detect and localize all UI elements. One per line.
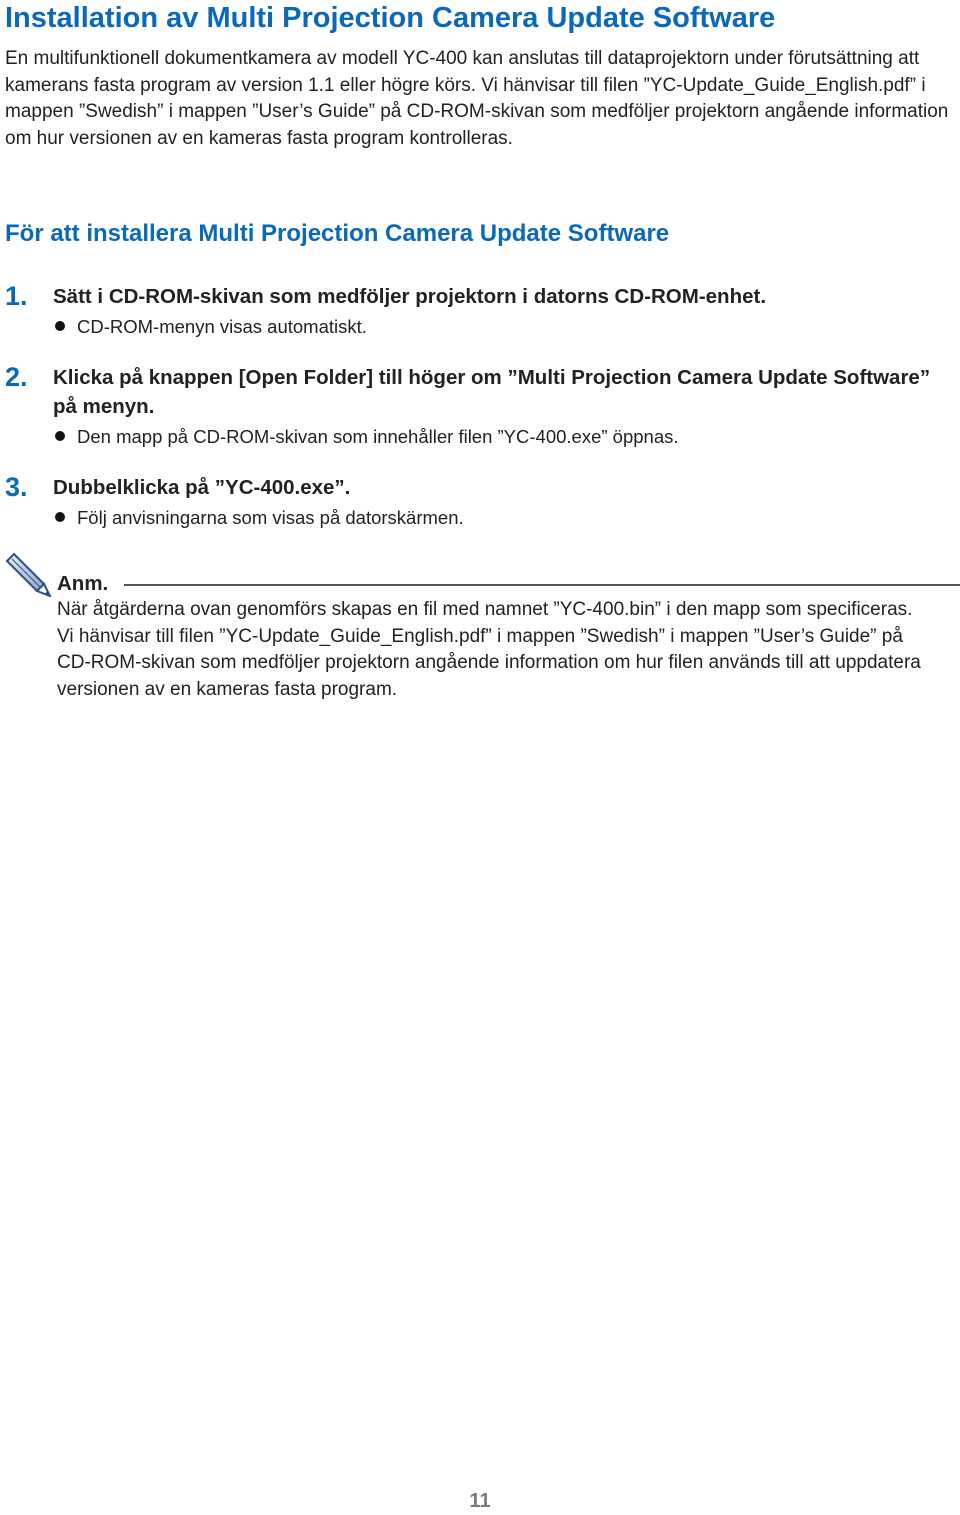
- pencil-note-icon: [4, 551, 52, 597]
- step-instruction: Dubbelklicka på ”YC-400.exe”.: [53, 476, 351, 499]
- note-paragraph: Vi hänvisar till filen ”YC-Update_Guide_English.pdf” i mappen ”Swedish” i mappen ”User’s Guide” på CD-ROM-skivan som medföljer projektorn angående information om hur filen används till att uppdatera versionen av en kameras fasta program.: [57, 625, 921, 700]
- step-result: [55, 314, 955, 340]
- step-result: [55, 505, 955, 531]
- step-number: 1.: [5, 281, 28, 311]
- note-heading: Anm.: [57, 572, 109, 595]
- intro-paragraph: En multifunktionell dokumentkamera av modell YC-400 kan anslutas till dataprojektorn under förutsättning att kamerans fasta program av version 1.1 eller högre körs. Vi hänvisar till filen ”YC-Update_Guide_English.pdf” i mappen ”Swedish” i mappen ”User’s Guide” på CD-ROM-skivan som medföljer projektorn angående information om hur versionen av en kameras fasta program kontrolleras.: [5, 48, 949, 149]
- page-number: 11: [469, 1490, 491, 1512]
- step-result-text: Följ anvisningarna som visas på datorskärmen.: [77, 507, 464, 528]
- page-title: Installation av Multi Projection Camera Update Software: [5, 2, 776, 34]
- bullet-dot-icon: [55, 512, 65, 522]
- note-body: [57, 597, 937, 703]
- step-result: [55, 424, 955, 450]
- step-3: [5, 472, 955, 531]
- step-instruction: Sätt i CD-ROM-skivan som medföljer projektorn i datorns CD-ROM-enhet.: [53, 285, 767, 308]
- step-number: 2.: [5, 362, 28, 392]
- bullet-dot-icon: [55, 321, 65, 331]
- step-2: [5, 362, 955, 450]
- step-result-text: CD-ROM-menyn visas automatiskt.: [77, 316, 367, 337]
- bullet-dot-icon: [55, 431, 65, 441]
- section-title: För att installera Multi Projection Camera Update Software: [5, 220, 670, 247]
- step-1: [5, 281, 955, 340]
- step-instruction: Klicka på knappen [Open Folder] till höger om ”Multi Projection Camera Update Software” på menyn.: [53, 366, 931, 418]
- step-number: 3.: [5, 472, 28, 502]
- step-result-text: Den mapp på CD-ROM-skivan som innehåller filen ”YC-400.exe” öppnas.: [77, 426, 679, 447]
- note-paragraph: När åtgärderna ovan genomförs skapas en fil med namnet ”YC-400.bin” i den mapp som specificeras.: [57, 599, 913, 620]
- note-divider: [124, 584, 960, 586]
